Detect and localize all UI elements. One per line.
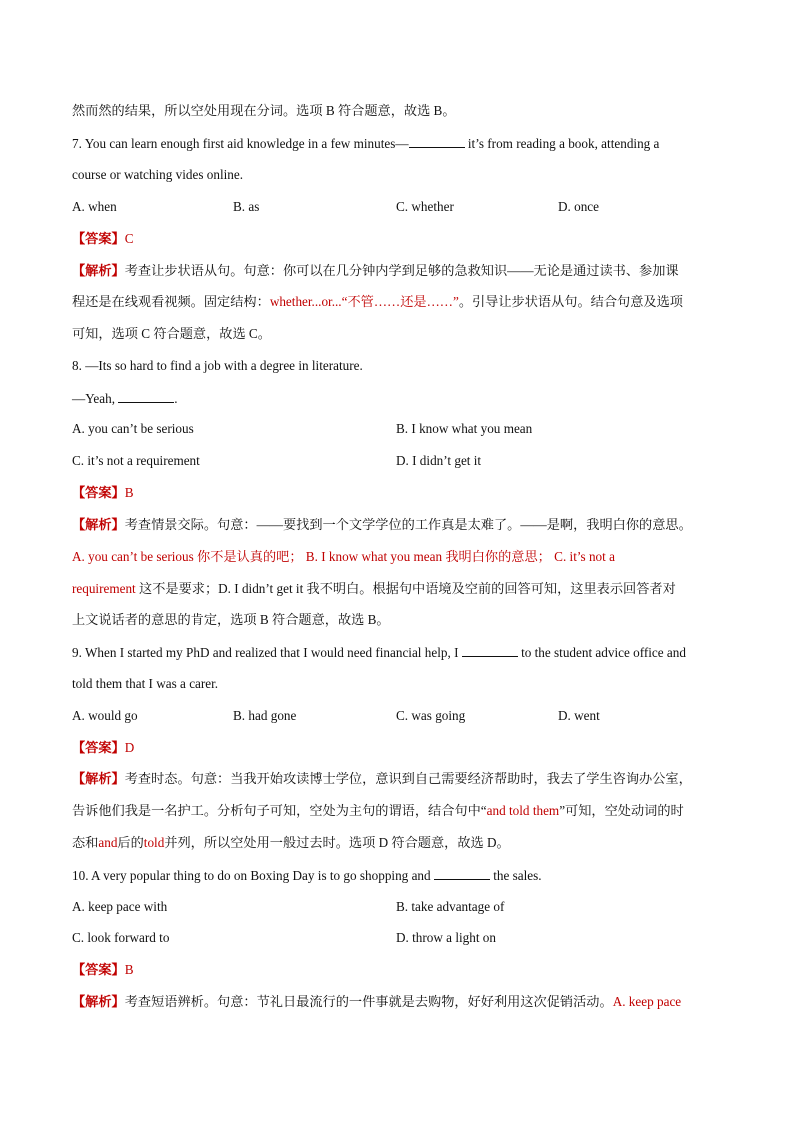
answer-blank	[434, 866, 490, 880]
question-7-analysis-cont: 程还是在线观看视频。固定结构：whether...or...“不管……还是……”。引导让步状语从句。结合句意及选项	[72, 294, 683, 309]
option-c: C. look forward to	[72, 930, 170, 945]
option-b: B. I know what you mean	[396, 421, 533, 436]
question-8-analysis-cont: A. you can’t be serious 你不是认真的吧； B. I know what you mean 我明白你的意思； C. it’s not a	[72, 549, 615, 564]
question-10-answer: 【答案】B	[72, 962, 134, 977]
option-a: A. keep pace with	[72, 899, 168, 914]
option-b: B. had gone	[233, 708, 297, 723]
question-8-stem: 8. —Its so hard to find a job with a degree in literature.	[72, 358, 363, 373]
question-8-analysis-cont: requirement 这不是要求；D. I didn’t get it 我不明白。根据句中语境及空前的回答可知，这里表示回答者对	[72, 581, 676, 596]
question-9-analysis-cont: 告诉他们我是一名护工。分析句子可知，空处为主句的谓语，结合句中“and told them”可知，空处动词的时	[72, 803, 684, 818]
question-9-stem: 9. When I started my PhD and realized that I would need financial help, I to the student advice office and	[72, 645, 686, 660]
question-7-stem: 7. You can learn enough first aid knowledge in a few minutes— it’s from reading a book, attending a	[72, 136, 660, 151]
question-7-answer: 【答案】C	[72, 231, 134, 246]
question-8-stem-cont: —Yeah, .	[72, 391, 178, 406]
option-d: D. I didn’t get it	[396, 453, 482, 468]
question-7-analysis: 【解析】考查让步状语从句。句意：你可以在几分钟内学到足够的急救知识——无论是通过读书、参加课	[72, 263, 679, 278]
question-7-analysis-cont: 可知，选项 C 符合题意，故选 C。	[72, 326, 271, 341]
question-8-answer: 【答案】B	[72, 485, 134, 500]
option-a: A. when	[72, 199, 117, 214]
question-8-analysis-cont: 上文说话者的意思的肯定，选项 B 符合题意，故选 B。	[72, 612, 390, 627]
question-9-analysis-cont: 态和and后的told并列，所以空处用一般过去时。选项 D 符合题意，故选 D。	[72, 835, 510, 850]
option-a: A. would go	[72, 708, 138, 723]
option-c: C. whether	[396, 199, 454, 214]
answer-blank	[118, 389, 174, 403]
question-10-analysis: 【解析】考查短语辨析。句意：节礼日最流行的一件事就是去购物，好好利用这次促销活动。A. keep pace	[72, 994, 682, 1009]
question-9-analysis: 【解析】考查时态。句意：当我开始攻读博士学位，意识到自己需要经济帮助时，我去了学生咨询办公室，	[72, 771, 692, 786]
answer-blank	[462, 643, 518, 657]
question-7-stem-cont: course or watching vides online.	[72, 167, 244, 182]
option-c: C. was going	[396, 708, 466, 723]
option-a: A. you can’t be serious	[72, 421, 194, 436]
question-9-stem-cont: told them that I was a carer.	[72, 676, 219, 691]
option-b: B. take advantage of	[396, 899, 505, 914]
option-b: B. as	[233, 199, 260, 214]
answer-blank	[409, 134, 465, 148]
question-8-analysis: 【解析】考查情景交际。句意：——要找到一个文学学位的工作真是太难了。——是啊，我明白你的意思。	[72, 517, 692, 532]
option-d: D. once	[558, 199, 600, 214]
option-d: D. throw a light on	[396, 930, 496, 945]
option-c: C. it’s not a requirement	[72, 453, 200, 468]
option-d: D. went	[558, 708, 600, 723]
question-10-stem: 10. A very popular thing to do on Boxing Day is to go shopping and the sales.	[72, 868, 542, 883]
text-line: 然而然的结果，所以空处用现在分词。选项 B 符合题意，故选 B。	[72, 103, 456, 118]
question-9-answer: 【答案】D	[72, 740, 135, 755]
